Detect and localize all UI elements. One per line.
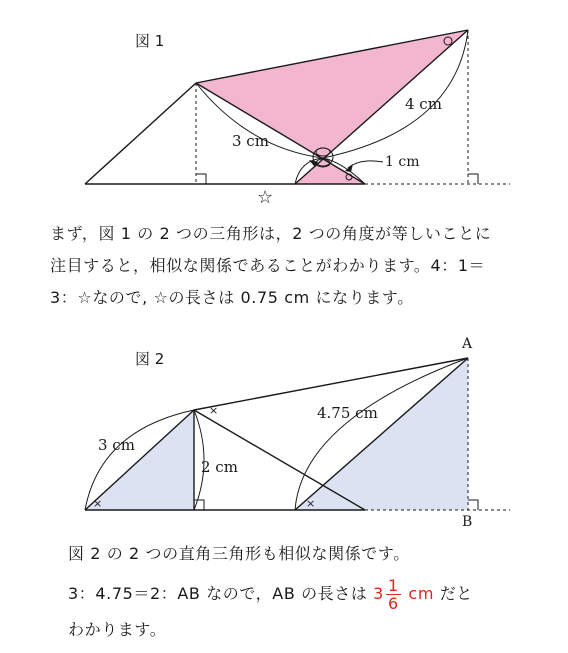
- paragraph-2-line-3: わかります。: [68, 620, 167, 639]
- answer-whole: 3: [373, 584, 384, 603]
- fig2-point-b: B: [462, 514, 473, 530]
- figure-2-title: 図 2: [135, 350, 165, 368]
- fig1-label-3cm: 3 cm: [232, 132, 269, 150]
- answer-numerator: 1: [387, 576, 399, 595]
- fig2-label-2cm: 2 cm: [201, 458, 238, 476]
- fig2-angle-mark-2: ×: [209, 404, 219, 417]
- fig2-label-3cm: 3 cm: [98, 436, 135, 454]
- fig1-star-mark: ☆: [257, 187, 274, 208]
- paragraph-2-line-2-end: だと: [434, 584, 473, 603]
- fig2-label-475cm: 4.75 cm: [317, 404, 378, 422]
- fig2-point-a: A: [462, 336, 473, 352]
- fig2-angle-mark-3: ×: [306, 497, 316, 510]
- paragraph-2-line-2-text: 3：4.75＝2：AB なので，AB の長さは: [68, 584, 374, 603]
- paragraph-1-line-2: 注目すると，相似な関係であることがわかります。4：1＝: [50, 256, 486, 275]
- fig2-angle-mark-1: ×: [93, 497, 103, 510]
- paragraph-2-line-1: 図 2 の 2 つの直角三角形も相似な関係です。: [68, 544, 410, 563]
- fig1-label-4cm: 4 cm: [405, 95, 442, 113]
- paragraph-1-line-1: まず，図 1 の 2 つの三角形は，2 つの角度が等しいことに: [50, 224, 492, 243]
- answer-denominator: 6: [387, 594, 399, 613]
- fig1-label-1cm: 1 cm: [385, 154, 420, 170]
- paragraph-1-line-3: 3：☆なので, ☆の長さは 0.75 cm になります。: [50, 288, 414, 307]
- paragraph-2-line-2: [68, 577, 473, 612]
- answer-unit: cm: [402, 584, 435, 603]
- figure-1-title: 図 1: [135, 32, 165, 50]
- answer-fraction: [386, 577, 401, 612]
